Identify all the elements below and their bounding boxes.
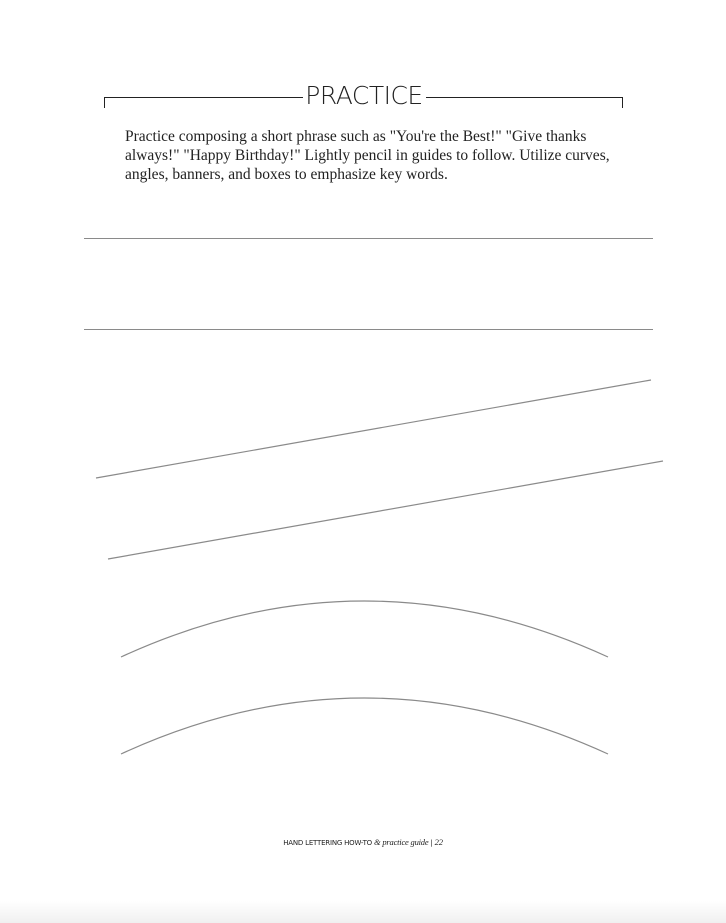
page-number: 22 [434,837,443,847]
page-edge-shadow [0,901,726,923]
instructions-text: Practice composing a short phrase such as "You're the Best!" "Give thanks always!" "Happy Birthday!" Lightly pencil in guides to follow. Utilize curves, angles, banners, and boxes to emphasize key words. [125,128,610,183]
curved-guide-bottom [121,698,608,754]
footer-separator: | [430,839,433,847]
angled-guide-bottom [108,461,663,559]
angled-guide-top [96,380,651,478]
footer-subtitle: & practice guide [374,837,429,847]
page-title: PRACTICE [305,81,423,110]
page-footer [0,837,726,847]
footer-title: HAND LETTERING HOW-TO [283,839,372,847]
curved-guide-top [121,601,608,657]
